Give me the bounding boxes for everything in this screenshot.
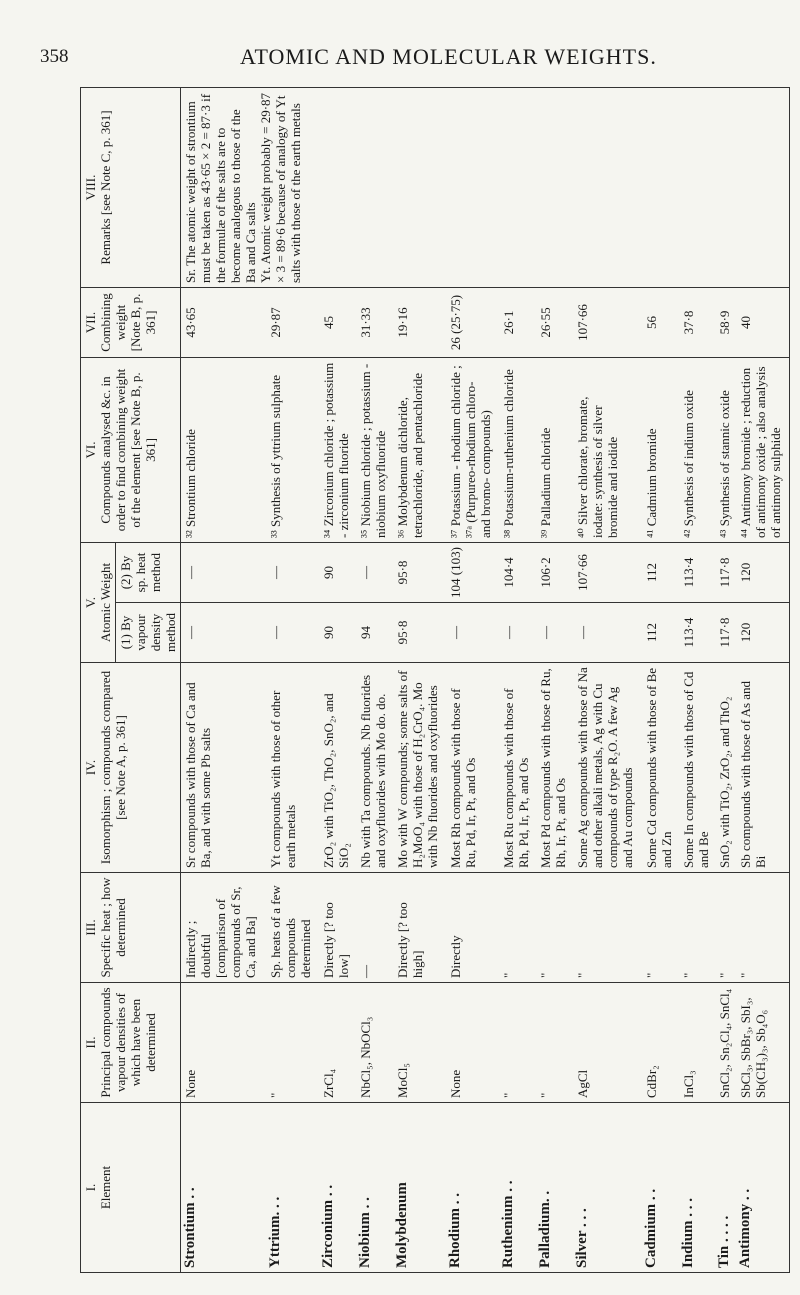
header-combining-weight: VII. Combining weight [Note B, p. 361] bbox=[81, 287, 181, 357]
specific-heat-cell: " bbox=[736, 873, 790, 983]
vapour-compounds-cell: " bbox=[266, 983, 319, 1103]
atomic-weight-vd-cell: — bbox=[573, 603, 642, 663]
specific-heat-cell: Directly bbox=[446, 873, 499, 983]
remarks-cell bbox=[181, 87, 790, 287]
header-isomorphism: IV. Isomorphism ; compounds compared [see Note A, p. 361] bbox=[81, 663, 181, 873]
specific-heat-cell: " bbox=[536, 873, 573, 983]
specific-heat-cell: Directly [? too low] bbox=[319, 873, 356, 983]
combining-weight-cell: 56 bbox=[642, 287, 679, 357]
specific-heat-cell: " bbox=[642, 873, 679, 983]
vapour-compounds-cell: InCl₃ bbox=[679, 983, 716, 1103]
vapour-compounds-cell: " bbox=[536, 983, 573, 1103]
atomic-weight-vd-cell: 112 bbox=[642, 603, 679, 663]
element-cell: Cadmium . . bbox=[642, 1103, 679, 1273]
vapour-compounds-cell: SnCl₂, Sn₂Cl₄, SnCl₄ bbox=[715, 983, 736, 1103]
element-cell: Tin . . . . bbox=[715, 1103, 736, 1273]
atomic-weight-vd-cell: — bbox=[181, 603, 267, 663]
isomorphism-cell: Some In compounds with those of Cd and Be bbox=[679, 663, 716, 873]
table-body bbox=[181, 87, 790, 1272]
compounds-analysed-cell: ³⁹ Palladium chloride bbox=[536, 357, 573, 542]
combining-weight-cell: 107·66 bbox=[573, 287, 642, 357]
specific-heat-cell: " bbox=[573, 873, 642, 983]
atomic-weight-vd-cell: — bbox=[266, 603, 319, 663]
element-cell: Rhodium . . bbox=[446, 1103, 499, 1273]
header-sp-heat-method: (2) By sp. heat method bbox=[116, 542, 181, 602]
combining-weight-cell: 26·1 bbox=[499, 287, 536, 357]
isomorphism-cell: Sr compounds with those of Ca and Ba, and with some Pb salts bbox=[181, 663, 267, 873]
isomorphism-cell: Some Cd compounds with those of Be and Zn bbox=[642, 663, 679, 873]
specific-heat-cell: Sp. heats of a few compounds determined bbox=[266, 873, 319, 983]
page-title: ATOMIC AND MOLECULAR WEIGHTS. bbox=[240, 44, 657, 69]
vapour-compounds-cell: MoCl₅ bbox=[393, 983, 446, 1103]
element-cell: Niobium . . bbox=[356, 1103, 393, 1273]
compounds-analysed-cell: ³⁷ Potassium - rhodium chloride ; ³⁷ᵃ (Purpureo-rhodium chloro- and bromo- compounds) bbox=[446, 357, 499, 542]
combining-weight-cell: 26 (25·75) bbox=[446, 287, 499, 357]
header-remarks: VIII. Remarks [see Note C, p. 361] bbox=[81, 87, 181, 287]
specific-heat-cell: " bbox=[679, 873, 716, 983]
atomic-weight-sh-cell: — bbox=[266, 542, 319, 602]
combining-weight-cell: 19·16 bbox=[393, 287, 446, 357]
vapour-compounds-cell: AgCl bbox=[573, 983, 642, 1103]
element-cell: Zirconium . . bbox=[319, 1103, 356, 1273]
isomorphism-cell: Sb compounds with those of As and Bi bbox=[736, 663, 790, 873]
element-cell: Indium . . . bbox=[679, 1103, 716, 1273]
specific-heat-cell: " bbox=[499, 873, 536, 983]
vapour-compounds-cell: NbCl₅, NbOCl₃ bbox=[356, 983, 393, 1103]
remarks-strontium: Sr. The atomic weight of strontium must be taken as 43·65 × 2 = 87·3 if the formulæ of the salts are to become analogous to those of the Ba and Ca salts bbox=[183, 93, 258, 283]
atomic-weight-vd-cell: 120 bbox=[736, 603, 790, 663]
atomic-weight-vd-cell: — bbox=[536, 603, 573, 663]
compounds-analysed-cell: ³⁸ Potassium-ruthenium chloride bbox=[499, 357, 536, 542]
atomic-weight-vd-cell: — bbox=[499, 603, 536, 663]
element-cell: Molybdenum bbox=[393, 1103, 446, 1273]
compounds-analysed-cell: ³⁴ Zirconium chloride ; potassium - zirconium fluoride bbox=[319, 357, 356, 542]
page-number: 358 bbox=[40, 46, 69, 67]
atomic-weight-sh-cell: 90 bbox=[319, 542, 356, 602]
compounds-analysed-cell: ⁴³ Synthesis of stannic oxide bbox=[715, 357, 736, 542]
rotated-table bbox=[80, 88, 790, 1273]
vapour-compounds-cell: None bbox=[181, 983, 267, 1103]
atomic-weight-sh-cell: 112 bbox=[642, 542, 679, 602]
header-compounds-analysed: VI. Compounds analysed &c. in order to find combining weight of the element [see Note B, p. 361] bbox=[81, 357, 181, 542]
specific-heat-cell: Directly [? too high] bbox=[393, 873, 446, 983]
isomorphism-cell: Some Ag compounds with those of Na and other alkali metals, Ag with Cu compounds of type R₂O. A few Ag and Au compounds bbox=[573, 663, 642, 873]
atomic-weight-sh-cell: 104 (103) bbox=[446, 542, 499, 602]
atomic-weight-vd-cell: 94 bbox=[356, 603, 393, 663]
combining-weight-cell: 45 bbox=[319, 287, 356, 357]
header-vapour-density-method: (1) By vapour density method bbox=[116, 603, 181, 663]
compounds-analysed-cell: ⁴² Synthesis of indium oxide bbox=[679, 357, 716, 542]
isomorphism-cell: Mo with W compounds; some salts of H₂MoO₄ with those of H₂CrO₄. Mo with Nb fluorides and oxyfluorides bbox=[393, 663, 446, 873]
table-row bbox=[181, 87, 267, 1272]
combining-weight-cell: 40 bbox=[736, 287, 790, 357]
vapour-compounds-cell: " bbox=[499, 983, 536, 1103]
atomic-weight-sh-cell: 107·66 bbox=[573, 542, 642, 602]
compounds-analysed-cell: ³³ Synthesis of yttrium sulphate bbox=[266, 357, 319, 542]
element-cell: Antimony . . bbox=[736, 1103, 790, 1273]
isomorphism-cell: Most Ru compounds with those of Rh, Pd, Ir, Pt, and Os bbox=[499, 663, 536, 873]
remarks-yttrium: Yt. Atomic weight probably = 29·87 × 3 = 89·6 because of analogy of Yt salts with those of the earth metals bbox=[258, 92, 303, 283]
atomic-weight-sh-cell: 117·8 bbox=[715, 542, 736, 602]
specific-heat-cell: Indirectly ; doubtful [comparison of compounds of Sr, Ca, and Ba] bbox=[181, 873, 267, 983]
element-cell: Ruthenium . . bbox=[499, 1103, 536, 1273]
compounds-analysed-cell: ⁴⁴ Antimony bromide ; reduction of antimony oxide ; also analysis of antimony sulphide bbox=[736, 357, 790, 542]
isomorphism-cell: Yt compounds with those of other earth metals bbox=[266, 663, 319, 873]
specific-heat-cell: " bbox=[715, 873, 736, 983]
compounds-analysed-cell: ³² Strontium chloride bbox=[181, 357, 267, 542]
header-row bbox=[81, 87, 116, 1272]
element-cell: Silver . . . bbox=[573, 1103, 642, 1273]
combining-weight-cell: 43·65 bbox=[181, 287, 267, 357]
specific-heat-cell: — bbox=[356, 873, 393, 983]
header-specific-heat: III. Specific heat ; how determined bbox=[81, 873, 181, 983]
atomic-weight-sh-cell: 120 bbox=[736, 542, 790, 602]
atomic-weight-vd-cell: 95·8 bbox=[393, 603, 446, 663]
atomic-weight-vd-cell: — bbox=[446, 603, 499, 663]
header-element: I. Element bbox=[81, 1103, 181, 1273]
isomorphism-cell: ZrO₂ with TiO₂, ThO₂, SnO₂, and SiO₂ bbox=[319, 663, 356, 873]
atomic-weight-vd-cell: 117·8 bbox=[715, 603, 736, 663]
element-cell: Strontium . . bbox=[181, 1103, 267, 1273]
atomic-weights-table bbox=[80, 87, 790, 1273]
header-vapour-compounds: II. Principal compounds vapour densities of which have been determined bbox=[81, 983, 181, 1103]
atomic-weight-sh-cell: 95·8 bbox=[393, 542, 446, 602]
isomorphism-cell: Most Pd compounds with those of Ru, Rh, Ir, Pt, and Os bbox=[536, 663, 573, 873]
element-cell: Yttrium. . . bbox=[266, 1103, 319, 1273]
atomic-weight-vd-cell: 90 bbox=[319, 603, 356, 663]
page-header bbox=[0, 0, 800, 78]
combining-weight-cell: 26·55 bbox=[536, 287, 573, 357]
table-container bbox=[80, 88, 790, 1273]
compounds-analysed-cell: ³⁶ Molybdenum dichloride, tetrachloride, and pentachloride bbox=[393, 357, 446, 542]
atomic-weight-sh-cell: 104·4 bbox=[499, 542, 536, 602]
compounds-analysed-cell: ⁴¹ Cadmium bromide bbox=[642, 357, 679, 542]
vapour-compounds-cell: SbCl₃, SbBr₃, SbI₃, Sb(CH₃)₃, Sb₄O₆ bbox=[736, 983, 790, 1103]
isomorphism-cell: Most Rh compounds with those of Ru, Pd, Ir, Pt, and Os bbox=[446, 663, 499, 873]
vapour-compounds-cell: CdBr₂ bbox=[642, 983, 679, 1103]
combining-weight-cell: 29·87 bbox=[266, 287, 319, 357]
isomorphism-cell: SnO₂ with TiO₂, ZrO₂, and ThO₂ bbox=[715, 663, 736, 873]
atomic-weight-sh-cell: — bbox=[356, 542, 393, 602]
compounds-analysed-cell: ³⁵ Niobium chloride ; potassium - niobium oxyfluoride bbox=[356, 357, 393, 542]
compounds-analysed-cell: ⁴⁰ Silver chlorate, bromate, iodate: synthesis of silver bromide and iodide bbox=[573, 357, 642, 542]
header-atomic-weight: V. Atomic Weight bbox=[81, 542, 116, 662]
element-cell: Palladium. . bbox=[536, 1103, 573, 1273]
combining-weight-cell: 58·9 bbox=[715, 287, 736, 357]
atomic-weight-sh-cell: 106·2 bbox=[536, 542, 573, 602]
atomic-weight-sh-cell: — bbox=[181, 542, 267, 602]
vapour-compounds-cell: ZrCl₄ bbox=[319, 983, 356, 1103]
atomic-weight-vd-cell: 113·4 bbox=[679, 603, 716, 663]
atomic-weight-sh-cell: 113·4 bbox=[679, 542, 716, 602]
isomorphism-cell: Nb with Ta compounds. Nb fluorides and oxyfluorides with Mo do. do. bbox=[356, 663, 393, 873]
combining-weight-cell: 31·33 bbox=[356, 287, 393, 357]
combining-weight-cell: 37·8 bbox=[679, 287, 716, 357]
vapour-compounds-cell: None bbox=[446, 983, 499, 1103]
